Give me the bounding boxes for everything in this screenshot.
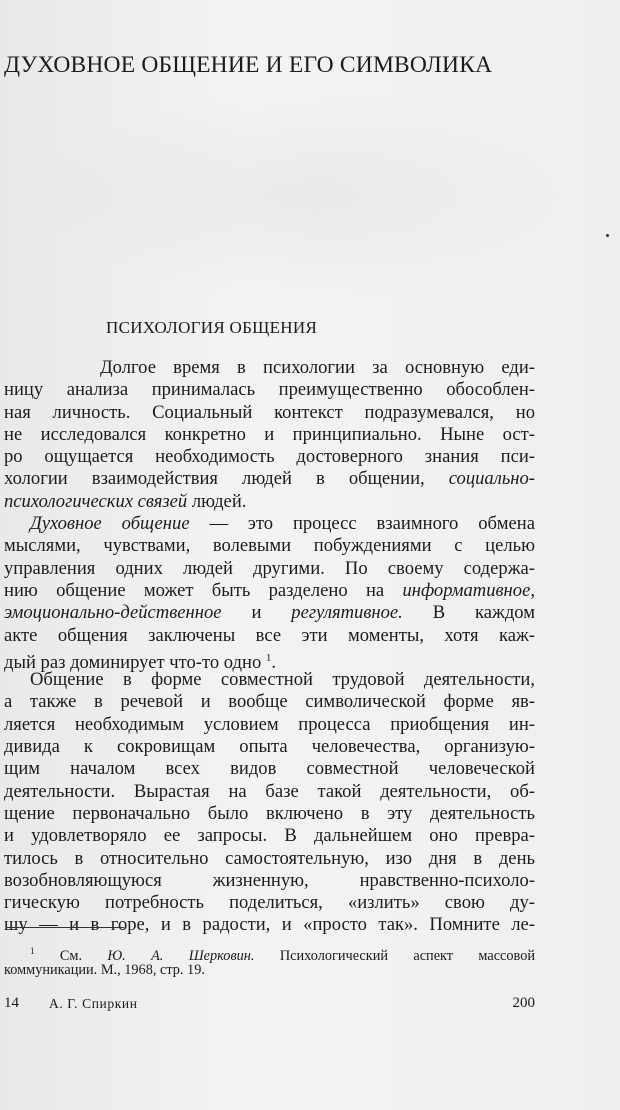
text-span: дый раз доминирует что-то одно <box>4 652 262 674</box>
text-line: управления одних людей другими. По своему содержа- <box>4 557 535 579</box>
text-span: и <box>251 602 262 624</box>
italic-term: Духовное общение <box>30 513 190 535</box>
footnote-ref: 1 <box>265 651 272 664</box>
page-number-left: 14 <box>4 995 19 1011</box>
text-line: возобновляющуюся жизненную, нравственно-психоло- <box>4 869 535 891</box>
footnote-author: Ю. А. Шерковин. <box>107 947 255 964</box>
footer-author: А. Г. Спиркин <box>49 996 138 1011</box>
text-line: деятельности. Вырастая на базе такой деятельности, об- <box>4 780 535 802</box>
text-line: щение первоначально было включено в эту деятельность <box>4 802 535 824</box>
page-footer <box>4 995 535 1017</box>
italic-term: эмоционально-действенное <box>4 602 222 624</box>
text-line <box>4 580 535 602</box>
text-line: мыслями, чувствами, волевыми побуждениями с целью <box>4 535 535 557</box>
italic-term: информативное, <box>402 579 535 601</box>
text-line: ро ощущается необходимость достоверного знания пси- <box>4 446 535 468</box>
footnote-marker: 1 <box>30 946 35 956</box>
text-line: ницу анализа принималась преимущественно обособлен- <box>4 379 535 401</box>
page-title: ДУХОВНОЕ ОБЩЕНИЕ И ЕГО СИМВОЛИКА <box>4 52 493 78</box>
text-line: не исследовался конкретно и принципиально. Ныне ост- <box>4 423 535 445</box>
section-heading: ПСИХОЛОГИЯ ОБЩЕНИЯ <box>106 318 318 337</box>
italic-term: психологических связей <box>4 490 188 512</box>
footnote <box>4 942 535 980</box>
text-line <box>4 647 535 674</box>
text-line: ная личность. Социальный контекст подразумевался, но <box>4 401 535 423</box>
text-line: ляется необходимым условием процесса приобщения ин- <box>4 713 535 735</box>
text-span: — это процесс взаимного обмена <box>209 513 535 535</box>
italic-term: регулятивное. <box>291 602 403 624</box>
text-line: акте общения заключены все эти моменты, хотя каж- <box>4 624 535 646</box>
text-line: тилось в относительно самостоятельную, изо дня в день <box>4 847 535 869</box>
text-span: хологии взаимодействия людей в общении, <box>4 468 425 490</box>
text-line <box>4 491 535 513</box>
text-line: щим началом всех видов совместной человеческой <box>4 758 535 780</box>
text-span: нию общение может быть разделено на <box>4 579 385 601</box>
text-span: В каждом <box>432 602 536 624</box>
text-span: . <box>271 652 277 674</box>
text-line: дивида к сокровищам опыта человечества, организую- <box>4 736 535 758</box>
footnote-text: Психологический аспект массовой <box>279 947 535 964</box>
text-line <box>4 468 535 490</box>
text-line: гическую потребность поделиться, «излить» свою ду- <box>4 892 535 914</box>
text-line <box>4 513 535 535</box>
page-number-right: 200 <box>512 995 535 1011</box>
body-text <box>4 357 535 937</box>
text-line: шу — и в горе, и в радости, и «просто так». Помните ле- <box>4 914 535 936</box>
italic-term: социально- <box>448 468 535 490</box>
text-line: и удовлетворяло ее запросы. В дальнейшем оно превра- <box>4 825 535 847</box>
text-line: Общение в форме совместной трудовой деятельности, <box>30 669 535 691</box>
faded-print-area <box>30 90 570 300</box>
text-line <box>4 602 535 624</box>
text-span: людей. <box>191 490 247 512</box>
footnote-line <box>4 942 535 964</box>
ink-speck <box>606 234 609 237</box>
footnote-prefix: См. <box>59 947 83 964</box>
footnote-divider <box>6 927 124 928</box>
footnote-line: коммуникации. М., 1968, стр. 19. <box>4 962 205 978</box>
text-line: Долгое время в психологии за основную еди- <box>100 357 535 378</box>
text-line: а также в речевой и вообще символической форме яв- <box>4 691 535 713</box>
